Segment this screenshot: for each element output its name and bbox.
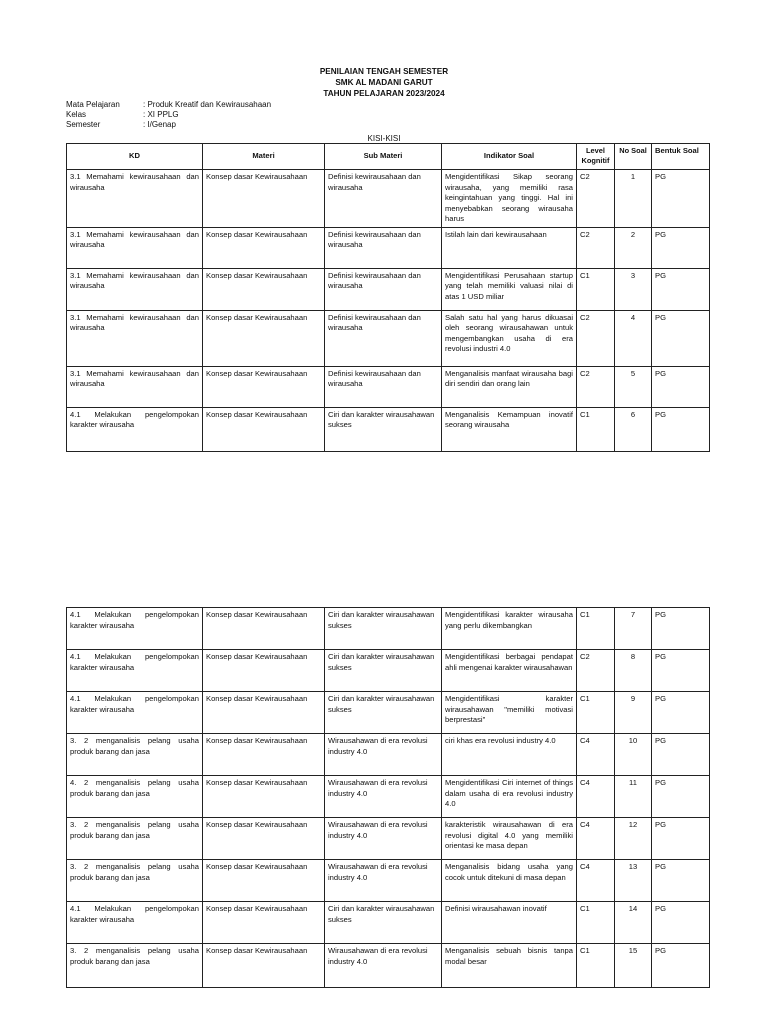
cell-kd: 3. 2 menganalisis pelang usaha produk barang dan jasa: [67, 944, 203, 988]
meta-row-class: [66, 110, 271, 120]
table-row: [67, 860, 710, 902]
cell-materi: Konsep dasar Kewirausahaan: [203, 268, 325, 310]
cell-bentuk-soal: PG: [652, 170, 710, 228]
kisi-kisi-table-page-2: [66, 607, 710, 988]
cell-indikator: ciri khas era revolusi industry 4.0: [442, 734, 577, 776]
cell-level: C2: [577, 366, 615, 407]
cell-no-soal: 1: [615, 170, 652, 228]
cell-bentuk-soal: PG: [652, 902, 710, 944]
cell-sub-materi: Definisi kewirausahaan dan wirausaha: [325, 310, 442, 366]
table-row: [67, 734, 710, 776]
cell-level: C4: [577, 734, 615, 776]
table-row: [67, 227, 710, 268]
exam-title: PENILAIAN TENGAH SEMESTER: [319, 67, 449, 76]
cell-level: C2: [577, 650, 615, 692]
cell-indikator: Menganalisis sebuah bisnis tanpa modal besar: [442, 944, 577, 988]
cell-materi: Konsep dasar Kewirausahaan: [203, 776, 325, 818]
cell-kd: 3. 2 menganalisis pelang usaha produk barang dan jasa: [67, 734, 203, 776]
meta-row-semester: [66, 120, 271, 130]
cell-kd: 4.1 Melakukan pengelompokan karakter wirausaha: [67, 692, 203, 734]
meta-label: Semester: [66, 120, 101, 129]
cell-sub-materi: Definisi kewirausahaan dan wirausaha: [325, 366, 442, 407]
meta-row-subject: [66, 100, 271, 110]
cell-materi: Konsep dasar Kewirausahaan: [203, 650, 325, 692]
cell-sub-materi: Definisi kewirausahaan dan wirausaha: [325, 268, 442, 310]
cell-level: C4: [577, 776, 615, 818]
cell-bentuk-soal: PG: [652, 818, 710, 860]
table-row: [67, 944, 710, 988]
meta-label: Kelas: [66, 110, 87, 119]
cell-no-soal: 9: [615, 692, 652, 734]
cell-bentuk-soal: PG: [652, 692, 710, 734]
cell-level: C1: [577, 902, 615, 944]
cell-level: C4: [577, 818, 615, 860]
cell-kd: 3. 2 menganalisis pelang usaha produk barang dan jasa: [67, 818, 203, 860]
cell-indikator: Definisi wirausahawan inovatif: [442, 902, 577, 944]
cell-sub-materi: Ciri dan karakter wirausahawan sukses: [325, 902, 442, 944]
table-row: [67, 366, 710, 407]
cell-indikator: Menganalisis bidang usaha yang cocok untuk ditekuni di masa depan: [442, 860, 577, 902]
cell-no-soal: 6: [615, 407, 652, 451]
meta-label: Mata Pelajaran: [66, 100, 120, 109]
cell-indikator: Mengidentifikasi Ciri internet of things dalam usaha di era revolusi industry 4.0: [442, 776, 577, 818]
cell-no-soal: 8: [615, 650, 652, 692]
cell-sub-materi: Ciri dan karakter wirausahawan sukses: [325, 692, 442, 734]
cell-materi: Konsep dasar Kewirausahaan: [203, 407, 325, 451]
cell-no-soal: 13: [615, 860, 652, 902]
cell-no-soal: 15: [615, 944, 652, 988]
table-row: [67, 902, 710, 944]
cell-no-soal: 4: [615, 310, 652, 366]
table-row: [67, 268, 710, 310]
cell-kd: 3.1 Memahami kewirausahaan dan wirausaha: [67, 170, 203, 228]
cell-indikator: Mengidentifikasi Perusahaan startup yang telah memiliki valuasi nilai di atas 1 USD miliar: [442, 268, 577, 310]
column-header-kd: KD: [67, 144, 203, 170]
cell-indikator: Menganalisis manfaat wirausaha bagi diri sendiri dan orang lain: [442, 366, 577, 407]
cell-no-soal: 12: [615, 818, 652, 860]
cell-bentuk-soal: PG: [652, 608, 710, 650]
cell-no-soal: 7: [615, 608, 652, 650]
cell-indikator: Mengidentifikasi karakter wirausahawan "memiliki motivasi berprestasi": [442, 692, 577, 734]
academic-year: TAHUN PELAJARAN 2023/2024: [323, 89, 445, 98]
cell-indikator: Istilah lain dari kewirausahaan: [442, 227, 577, 268]
cell-sub-materi: Wirausahawan di era revolusi industry 4.0: [325, 860, 442, 902]
cell-bentuk-soal: PG: [652, 310, 710, 366]
cell-level: C1: [577, 692, 615, 734]
cell-bentuk-soal: PG: [652, 650, 710, 692]
cell-no-soal: 2: [615, 227, 652, 268]
cell-indikator: karakteristik wirausahawan di era revolusi digital 4.0 yang memiliki orientasi ke masa depan: [442, 818, 577, 860]
document-header: [0, 66, 768, 99]
cell-materi: Konsep dasar Kewirausahaan: [203, 227, 325, 268]
cell-kd: 3.1 Memahami kewirausahaan dan wirausaha: [67, 227, 203, 268]
cell-bentuk-soal: PG: [652, 407, 710, 451]
cell-level: C2: [577, 310, 615, 366]
cell-sub-materi: Ciri dan karakter wirausahawan sukses: [325, 407, 442, 451]
table-row: [67, 776, 710, 818]
cell-kd: 4.1 Melakukan pengelompokan karakter wirausaha: [67, 407, 203, 451]
cell-sub-materi: Ciri dan karakter wirausahawan sukses: [325, 650, 442, 692]
table-row: [67, 650, 710, 692]
cell-kd: 3.1 Memahami kewirausahaan dan wirausaha: [67, 366, 203, 407]
cell-materi: Konsep dasar Kewirausahaan: [203, 692, 325, 734]
cell-no-soal: 10: [615, 734, 652, 776]
cell-kd: 4. 2 menganalisis pelang usaha produk barang dan jasa: [67, 776, 203, 818]
cell-level: C1: [577, 944, 615, 988]
cell-sub-materi: Definisi kewirausahaan dan wirausaha: [325, 227, 442, 268]
table-row: [67, 407, 710, 451]
cell-bentuk-soal: PG: [652, 944, 710, 988]
cell-sub-materi: Wirausahawan di era revolusi industry 4.0: [325, 944, 442, 988]
cell-materi: Konsep dasar Kewirausahaan: [203, 310, 325, 366]
cell-bentuk-soal: PG: [652, 227, 710, 268]
cell-indikator: Mengidentifikasi karakter wirausaha yang perlu dikembangkan: [442, 608, 577, 650]
subject-info: [66, 100, 271, 130]
meta-value: : I/Genap: [143, 120, 176, 129]
cell-indikator: Mengidentifikasi berbagai pendapat ahli mengenai karakter wirausahawan: [442, 650, 577, 692]
cell-sub-materi: Wirausahawan di era revolusi industry 4.0: [325, 776, 442, 818]
cell-materi: Konsep dasar Kewirausahaan: [203, 818, 325, 860]
table-row: [67, 692, 710, 734]
table-header-row: [67, 144, 710, 170]
cell-materi: Konsep dasar Kewirausahaan: [203, 902, 325, 944]
column-header-level: Level Kognitif: [577, 144, 615, 170]
school-name: SMK AL MADANI GARUT: [335, 78, 433, 87]
cell-indikator: Menganalisis Kemampuan inovatif seorang wirausaha: [442, 407, 577, 451]
table-row: [67, 170, 710, 228]
cell-materi: Konsep dasar Kewirausahaan: [203, 170, 325, 228]
cell-level: C1: [577, 268, 615, 310]
cell-no-soal: 14: [615, 902, 652, 944]
cell-materi: Konsep dasar Kewirausahaan: [203, 366, 325, 407]
meta-value: : Produk Kreatif dan Kewirausahaan: [143, 100, 272, 109]
cell-level: C2: [577, 170, 615, 228]
cell-materi: Konsep dasar Kewirausahaan: [203, 608, 325, 650]
table-row: [67, 608, 710, 650]
cell-materi: Konsep dasar Kewirausahaan: [203, 860, 325, 902]
cell-level: C4: [577, 860, 615, 902]
cell-level: C1: [577, 407, 615, 451]
column-header-indikator: Indikator Soal: [442, 144, 577, 170]
cell-sub-materi: Ciri dan karakter wirausahawan sukses: [325, 608, 442, 650]
kisi-kisi-table-page-1: [66, 143, 710, 452]
cell-bentuk-soal: PG: [652, 776, 710, 818]
column-header-no-soal: No Soal: [615, 144, 652, 170]
cell-materi: Konsep dasar Kewirausahaan: [203, 734, 325, 776]
cell-sub-materi: Wirausahawan di era revolusi industry 4.0: [325, 818, 442, 860]
cell-indikator: Mengidentifikasi Sikap seorang wirausaha, yang memiliki rasa keingintahuan yang tinggi. Hal ini menyebabkan seorang wirausaha harus: [442, 170, 577, 228]
cell-bentuk-soal: PG: [652, 734, 710, 776]
cell-kd: 3.1 Memahami kewirausahaan dan wirausaha: [67, 310, 203, 366]
cell-sub-materi: Definisi kewirausahaan dan wirausaha: [325, 170, 442, 228]
cell-bentuk-soal: PG: [652, 366, 710, 407]
cell-kd: 4.1 Melakukan pengelompokan karakter wirausaha: [67, 650, 203, 692]
cell-bentuk-soal: PG: [652, 860, 710, 902]
cell-kd: 4.1 Melakukan pengelompokan karakter wirausaha: [67, 608, 203, 650]
cell-materi: Konsep dasar Kewirausahaan: [203, 944, 325, 988]
cell-level: C2: [577, 227, 615, 268]
table-row: [67, 310, 710, 366]
cell-kd: 3.1 Memahami kewirausahaan dan wirausaha: [67, 268, 203, 310]
cell-level: C1: [577, 608, 615, 650]
column-header-materi: Materi: [203, 144, 325, 170]
cell-no-soal: 5: [615, 366, 652, 407]
column-header-bentuk-soal: Bentuk Soal: [652, 144, 710, 170]
cell-sub-materi: Wirausahawan di era revolusi industry 4.0: [325, 734, 442, 776]
cell-kd: 4.1 Melakukan pengelompokan karakter wirausaha: [67, 902, 203, 944]
table-row: [67, 818, 710, 860]
cell-no-soal: 11: [615, 776, 652, 818]
cell-no-soal: 3: [615, 268, 652, 310]
cell-bentuk-soal: PG: [652, 268, 710, 310]
meta-value: : XI PPLG: [143, 110, 179, 119]
cell-kd: 3. 2 menganalisis pelang usaha produk barang dan jasa: [67, 860, 203, 902]
cell-indikator: Salah satu hal yang harus dikuasai oleh seorang wirausahawan untuk mengembangkan usaha di era revolusi industri 4.0: [442, 310, 577, 366]
column-header-sub-materi: Sub Materi: [325, 144, 442, 170]
table-title: KISI-KISI: [367, 134, 401, 143]
